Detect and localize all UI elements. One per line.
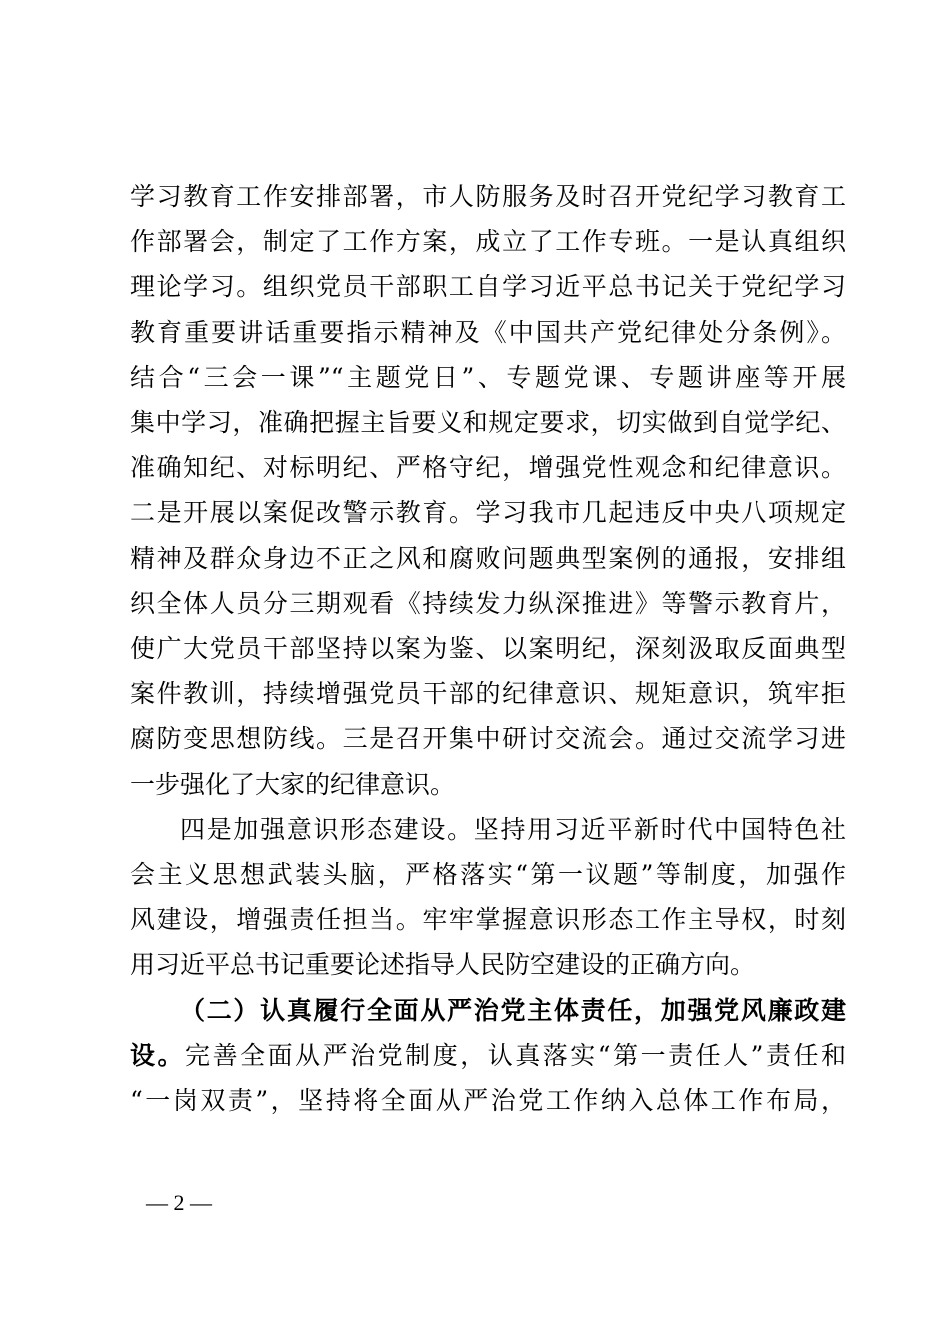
section-heading: （二）认真履行全面从严治党主体责任，加强党风廉政建 [180, 996, 846, 1025]
paragraph-first-line: 四是加强意识形态建设。坚持用习近平新时代中国特色社 [180, 815, 846, 844]
text-run: 完善全面从严治党制度，认真落实“第一责任人”责任和 [185, 1041, 846, 1070]
page-number: — 2 — [146, 1190, 212, 1215]
text-line: 准确知纪、对标明纪、严格守纪，增强党性观念和纪律意识。 [130, 453, 846, 482]
text-line: 二是开展以案促改警示教育。学习我市几起违反中央八项规定 [130, 498, 846, 527]
section-heading-tail: 设。 [130, 1041, 186, 1070]
text-line: 教育重要讲话重要指示精神及《中国共产党纪律处分条例》。 [130, 318, 846, 347]
text-line: 会主义思想武装头脑，严格落实“第一议题”等制度，加强作 [130, 860, 846, 889]
text-line: “一岗双责”，坚持将全面从严治党工作纳入总体工作布局， [130, 1086, 846, 1115]
text-line: 案件教训，持续增强党员干部的纪律意识、规矩意识，筑牢拒 [130, 679, 846, 708]
text-line: 用习近平总书记重要论述指导人民防空建设的正确方向。 [130, 950, 756, 979]
text-line: 集中学习，准确把握主旨要义和规定要求，切实做到自觉学纪、 [130, 408, 846, 437]
text-line: 作部署会，制定了工作方案，成立了工作专班。一是认真组织 [130, 227, 846, 256]
text-line: 学习教育工作安排部署，市人防服务及时召开党纪学习教育工 [130, 182, 846, 211]
text-line: 理论学习。组织党员干部职工自学习近平总书记关于党纪学习 [130, 272, 846, 301]
text-line: 风建设，增强责任担当。牢牢掌握意识形态工作主导权，时刻 [130, 905, 846, 934]
text-line: 一步强化了大家的纪律意识。 [130, 770, 456, 799]
text-line: 腐防变思想防线。三是召开集中研讨交流会。通过交流学习进 [130, 724, 846, 753]
text-line: 使广大党员干部坚持以案为鉴、以案明纪，深刻汲取反面典型 [130, 634, 846, 663]
text-line: 织全体人员分三期观看《持续发力纵深推进》等警示教育片， [130, 589, 846, 618]
text-line: 精神及群众身边不正之风和腐败问题典型案例的通报，安排组 [130, 544, 846, 573]
text-line: 结合“三会一课”“主题党日”、专题党课、专题讲座等开展 [130, 363, 846, 392]
